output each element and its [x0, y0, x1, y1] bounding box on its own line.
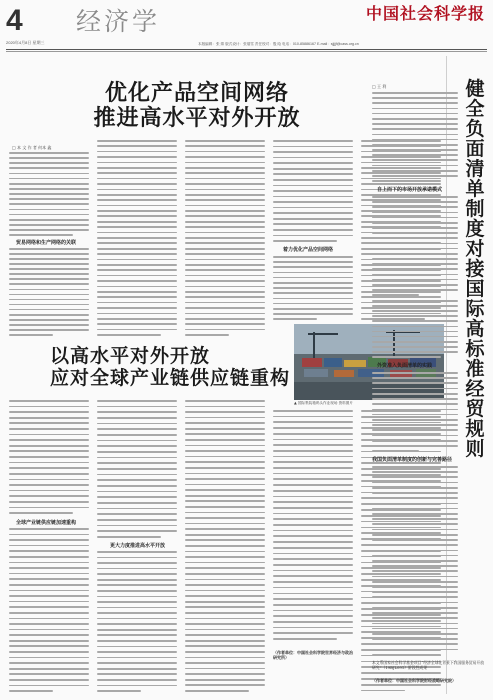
second-article-column-2 [97, 400, 177, 538]
second-headline-line1: 以高水平对外开放 [50, 345, 211, 367]
side-article-column-1 [372, 92, 458, 182]
second-article-author-note: （作者单位：中国社会科学院世界经济与政治研究所） [273, 650, 353, 660]
second-subhead-1: 全球产业链供应链加速重构 [16, 520, 77, 526]
second-article-column-1b [9, 528, 89, 692]
newspaper-masthead: 中国社会科学报 [365, 4, 485, 23]
side-funding-note: 本文系国家社会科学基金项目“经济全球化背景下我国服务贸易开放研究”（19BJL091）阶段性成果 [372, 660, 485, 670]
main-article-column-4 [273, 140, 353, 242]
main-article-column-1b [9, 248, 89, 336]
issue-date: 2020年4月8日 星期三 [6, 40, 45, 45]
main-subhead-2: 着力优化产品空间网络 [283, 247, 334, 253]
header-rule [6, 49, 487, 50]
side-subhead-1: 自上而下的市场开放承诺模式 [377, 187, 443, 193]
side-subhead-3: 我国负面清单制度的创新与完善路径 [372, 457, 453, 463]
page-number: 4 [6, 4, 23, 37]
main-article-column-1 [9, 152, 89, 236]
photo-caption: ▲ 国际集装箱码头作业现场 资料图片 [294, 401, 353, 405]
main-headline [78, 81, 316, 131]
second-article-column-2b [97, 551, 177, 692]
main-headline-line1: 优化产品空间网络 [104, 80, 289, 106]
second-article-column-4 [273, 410, 353, 640]
side-article-column-1b [372, 196, 458, 296]
side-article-column-2b [372, 372, 458, 452]
side-article-column-2 [372, 300, 458, 358]
side-byline: □ 王 利 [372, 84, 387, 89]
main-headline-line2: 推进高水平对外开放 [93, 105, 301, 131]
second-subhead-2: 更大力度推进高水平开放 [110, 543, 166, 549]
header-rule-thin [6, 51, 487, 52]
side-author-note: （作者单位：中国社会科学院财经战略研究院） [372, 678, 456, 683]
second-headline-line2: 应对全球产业链供应链重构 [50, 367, 291, 389]
main-article-column-2 [97, 140, 177, 336]
main-article-column-3 [185, 140, 265, 336]
second-headline [50, 345, 292, 389]
side-article-column-3 [372, 466, 458, 656]
main-subhead-1: 贸易网络和生产网络的关联 [16, 240, 77, 246]
main-article-column-4b [273, 256, 353, 320]
side-subhead-2: 外资准入负面清单的实践 [377, 363, 433, 369]
side-headline: 健 全 负 面 清 单 制 度 对 接 国 际 高 标 准 经 贸 规 则 [465, 78, 485, 460]
second-article-column-3 [185, 400, 265, 692]
editor-contact-line: 本版编辑：张 婧 版式设计：张瑞雪 责任校对：殷 晗 电话：010-85886167 E-mail：sjjjjf@cass.org.cn [198, 42, 359, 46]
section-title: 经济学 [76, 7, 161, 36]
second-article-column-1 [9, 400, 89, 514]
main-byline: □ 本 文 作 者 何本 鑫 [12, 145, 52, 150]
